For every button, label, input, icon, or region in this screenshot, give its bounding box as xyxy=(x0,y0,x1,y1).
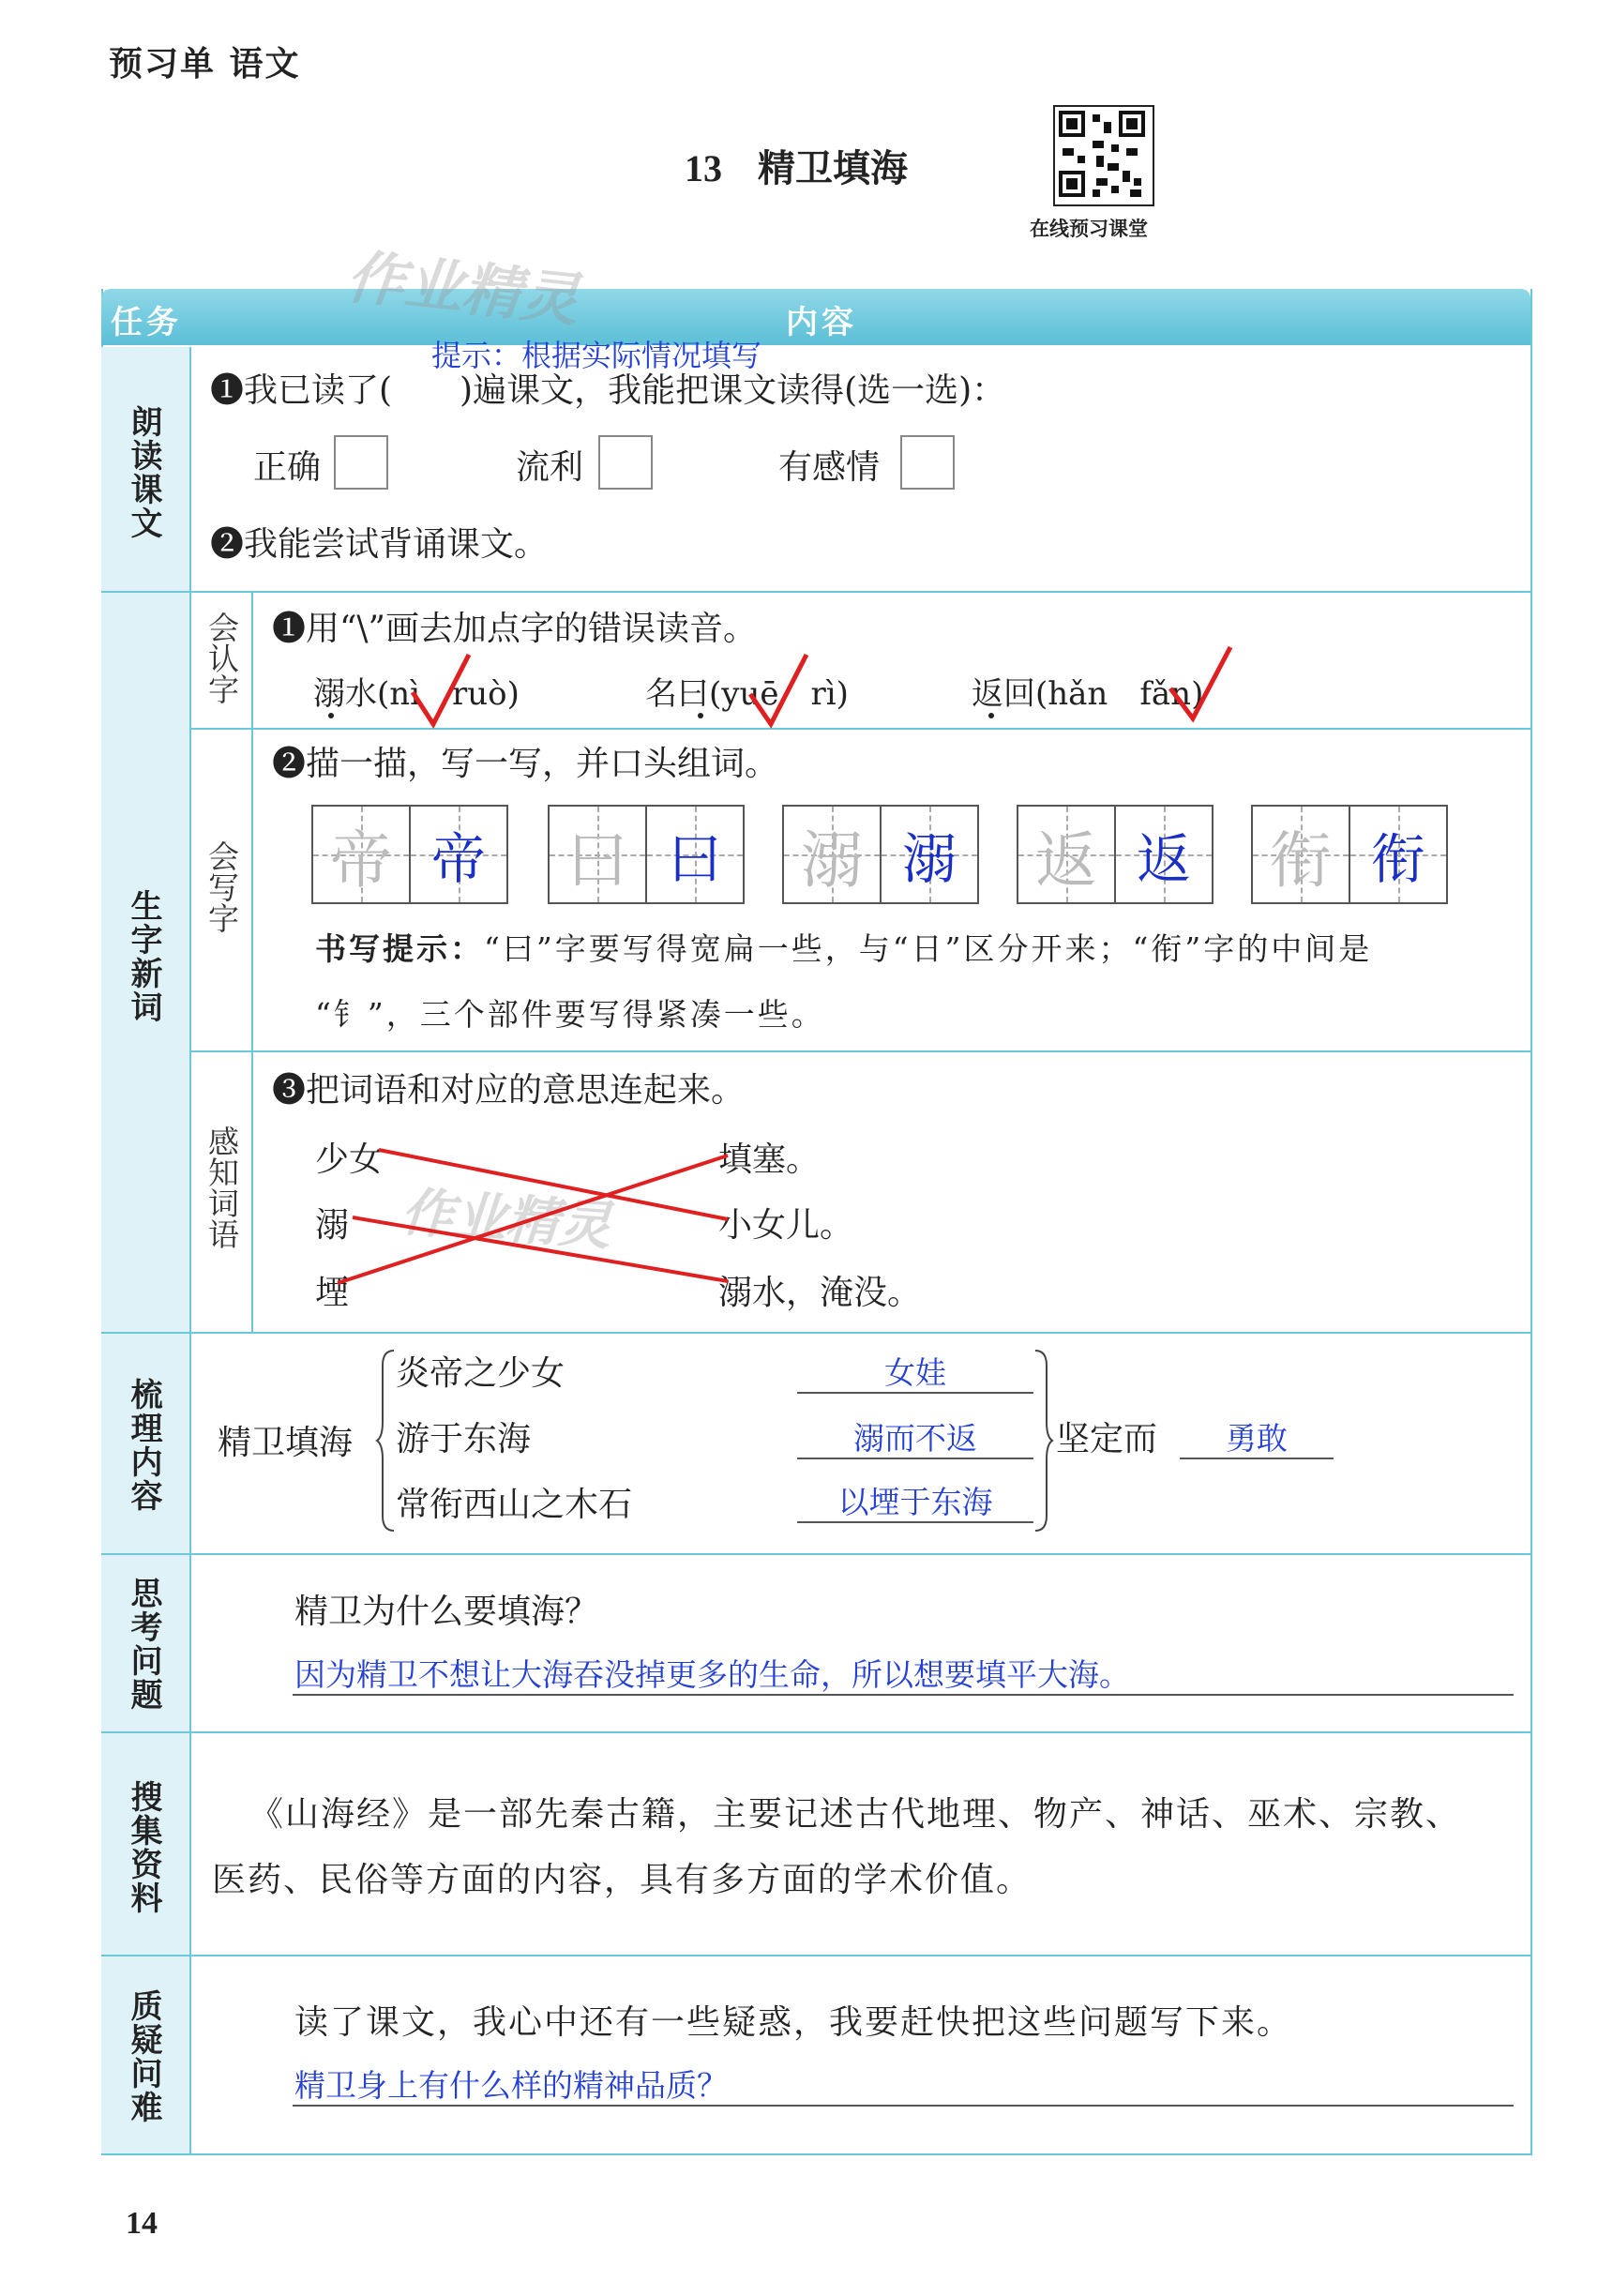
trace-char: 衔 xyxy=(1270,823,1332,897)
section-label-words: 生字新词 xyxy=(125,889,162,1024)
sub-label-perceive: 感知词语 xyxy=(204,1125,240,1249)
recognize-word-2: 名曰(yuē rì) xyxy=(645,675,849,713)
sort-result-answer[interactable]: 勇敢 xyxy=(1226,1420,1288,1457)
match-right-2[interactable]: 小女儿。 xyxy=(718,1206,854,1245)
write-question: ❷描一描，写一写，并口头组词。 xyxy=(272,745,779,783)
question-answer[interactable]: 精卫身上有什么样的精神品质？ xyxy=(294,2067,728,2104)
answer-line xyxy=(293,1694,1514,1696)
content-column-header: 内容 xyxy=(786,304,857,341)
option-correct-label: 正确 xyxy=(253,448,322,487)
sort-center: 精卫填海 xyxy=(218,1424,354,1462)
answer-line xyxy=(797,1521,1033,1523)
check-marks xyxy=(0,0,1613,844)
page-number: 14 xyxy=(126,2206,158,2241)
match-right-1[interactable]: 填塞。 xyxy=(718,1140,821,1179)
match-line-1 xyxy=(379,1150,728,1219)
think-answer[interactable]: 因为精卫不想让大海吞没掉更多的生命，所以想要填平大海。 xyxy=(294,1656,1130,1693)
match-question: ❸把词语和对应的意思连起来。 xyxy=(272,1071,746,1110)
task-column-header: 任务 xyxy=(111,304,182,341)
char-grid-1[interactable] xyxy=(311,805,508,904)
question-prompt: 读了课文，我心中还有一些疑惑，我要赶快把这些问题写下来。 xyxy=(294,2003,1293,2042)
written-char: 帝 xyxy=(430,827,486,891)
check-mark-2 xyxy=(750,655,806,724)
match-line-2 xyxy=(353,1217,728,1281)
collect-line-2: 医药、民俗等方面的内容，具有多方面的学术价值。 xyxy=(212,1861,1033,1899)
option-fluent-label: 流利 xyxy=(516,448,584,487)
section-label-sort: 梳理内容 xyxy=(125,1378,162,1513)
writing-tip-text-1: “曰”字要写得宽扁一些，与“日”区分开来；“衔”字的中间是 xyxy=(484,930,1373,967)
watermark: 作业精灵 xyxy=(399,1182,613,1258)
answer-line xyxy=(293,2105,1514,2107)
think-question: 精卫为什么要填海？ xyxy=(294,1593,599,1631)
writing-tip-label: 书写提示： xyxy=(315,930,484,967)
recognize-word-3: 返回(hǎn fǎn) xyxy=(972,675,1204,713)
section-label-collect: 搜集资料 xyxy=(125,1780,162,1915)
written-char: 曰 xyxy=(667,827,722,891)
answer-line xyxy=(797,1392,1033,1394)
match-line-3 xyxy=(338,1156,728,1283)
recite-statement: ❷我能尝试背诵课文。 xyxy=(210,525,549,564)
writing-tip-line-2: “钅”，三个部件要写得紧凑一些。 xyxy=(315,996,825,1033)
check-mark-3 xyxy=(1170,647,1230,718)
written-char: 返 xyxy=(1136,827,1191,891)
section-divider xyxy=(101,1731,1530,1733)
check-mark-1 xyxy=(413,655,469,724)
section-label-question: 质疑问难 xyxy=(125,1989,162,2124)
sort-item-2: 游于东海 xyxy=(396,1420,532,1458)
match-left-3[interactable]: 堙 xyxy=(315,1274,350,1312)
section-label-think: 思考问题 xyxy=(125,1577,162,1712)
sub-divider xyxy=(191,1050,1530,1052)
recognize-word-1: 溺水(nì ruò) xyxy=(313,675,520,713)
written-char: 溺 xyxy=(901,827,957,891)
match-left-1[interactable]: 少女 xyxy=(315,1140,384,1179)
char-grid-5[interactable] xyxy=(1251,805,1448,904)
answer-line xyxy=(797,1458,1033,1459)
section-label-read: 朗读课文 xyxy=(125,405,162,540)
match-lines xyxy=(0,1107,1613,1332)
left-brace-icon xyxy=(375,1347,398,1534)
qr-label: 在线预习课堂 xyxy=(1030,218,1148,240)
sort-answer-2[interactable]: 溺而不返 xyxy=(853,1420,977,1457)
trace-char: 曰 xyxy=(566,823,628,897)
char-grid-4[interactable] xyxy=(1017,805,1214,904)
trace-char: 返 xyxy=(1035,823,1097,897)
recognize-question: ❶用“\”画去加点字的错误读音。 xyxy=(272,610,757,648)
char-grid-2[interactable] xyxy=(548,805,745,904)
collect-line-1: 《山海经》是一部先秦古籍，主要记述古代地理、物产、神话、巫术、宗教、 xyxy=(249,1795,1462,1834)
writing-tip-line-1 xyxy=(315,925,1372,969)
section-divider xyxy=(101,1553,1530,1555)
watermark: 作业精灵 xyxy=(343,242,582,335)
sub-label-recognize: 会认字 xyxy=(204,611,240,704)
char-grid-3[interactable] xyxy=(782,805,979,904)
sort-answer-3[interactable]: 以堙于东海 xyxy=(837,1484,993,1520)
sort-item-3: 常衔西山之木石 xyxy=(396,1486,633,1524)
written-char: 衔 xyxy=(1370,827,1425,891)
sort-item-1: 炎帝之少女 xyxy=(396,1354,565,1393)
trace-char: 帝 xyxy=(330,823,392,897)
right-brace-icon xyxy=(1032,1347,1054,1534)
sub-label-write: 会写字 xyxy=(204,839,240,933)
hint-text: 提示：根据实际情况填写 xyxy=(431,338,762,373)
match-right-3[interactable]: 溺水，淹没。 xyxy=(718,1274,922,1312)
match-left-2[interactable]: 溺 xyxy=(315,1206,350,1245)
trace-char: 溺 xyxy=(801,823,863,897)
section-divider xyxy=(101,1955,1530,1956)
sort-result-prefix: 坚定而 xyxy=(1056,1420,1158,1458)
option-emotion-label: 有感情 xyxy=(778,448,881,487)
section-divider xyxy=(101,1332,1530,1334)
answer-line xyxy=(1180,1458,1334,1459)
lesson-number: 13 xyxy=(685,147,722,189)
sort-answer-1[interactable]: 女娃 xyxy=(884,1354,946,1391)
header-tag: 预习单 语文 xyxy=(109,45,301,83)
read-count-question: ❶我已读了( )遍课文，我能把课文读得(选一选)： xyxy=(210,371,1006,410)
lesson-title-text: 精卫填海 xyxy=(758,146,908,190)
